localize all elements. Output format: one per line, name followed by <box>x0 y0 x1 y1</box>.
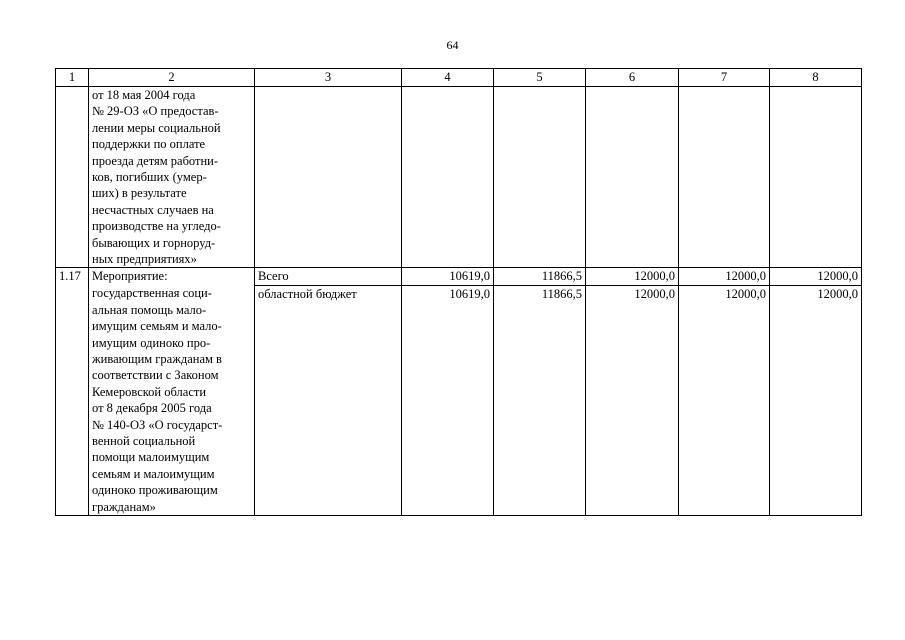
row-number-cell <box>56 87 89 268</box>
page-number: 64 <box>446 38 459 52</box>
funding-source-cell <box>255 87 402 268</box>
row-number-cell: 1.17 <box>56 268 89 516</box>
table-row <box>56 268 862 285</box>
table-row <box>56 87 862 268</box>
value-cell <box>770 87 862 268</box>
column-header: 2 <box>89 69 255 87</box>
value-cell: 10619,0 <box>402 268 494 285</box>
funding-source-cell: областной бюджет <box>255 285 402 515</box>
column-header: 6 <box>586 69 679 87</box>
funding-source-cell: Всего <box>255 268 402 285</box>
column-header: 8 <box>770 69 862 87</box>
value-cell: 11866,5 <box>494 285 586 515</box>
column-header: 7 <box>679 69 770 87</box>
activity-name-cell: от 18 мая 2004 года № 29-ОЗ «О предостав- лении меры социальной поддержки по оплате проезда детям работни- ков, погибших (умер- ших) в результате несчастных случаев на производстве на угледо- бывающих и горноруд- ных предприятиях» <box>89 87 255 268</box>
value-cell: 12000,0 <box>770 285 862 515</box>
column-header: 3 <box>255 69 402 87</box>
value-cell: 12000,0 <box>679 285 770 515</box>
value-cell: 10619,0 <box>402 285 494 515</box>
value-cell <box>402 87 494 268</box>
budget-table <box>55 68 862 516</box>
value-cell: 12000,0 <box>586 285 679 515</box>
value-cell: 11866,5 <box>494 268 586 285</box>
activity-name-cell: государственная соци- альная помощь мало- имущим семьям и мало- имущим одиноко про- живающим гражданам в соответствии с Законом Кемеровской области от 8 декабря 2005 года № 140-ОЗ «О государст- венной социальной помощи малоимущим семьям и малоимущим одиноко проживающим гражданам» <box>89 285 255 515</box>
value-cell <box>494 87 586 268</box>
value-cell: 12000,0 <box>586 268 679 285</box>
column-header: 1 <box>56 69 89 87</box>
column-header: 5 <box>494 69 586 87</box>
activity-name-cell: Мероприятие: <box>89 268 255 285</box>
value-cell <box>586 87 679 268</box>
value-cell: 12000,0 <box>770 268 862 285</box>
value-cell <box>679 87 770 268</box>
table-header-row <box>56 69 862 87</box>
value-cell: 12000,0 <box>679 268 770 285</box>
table-row <box>56 285 862 515</box>
column-header: 4 <box>402 69 494 87</box>
